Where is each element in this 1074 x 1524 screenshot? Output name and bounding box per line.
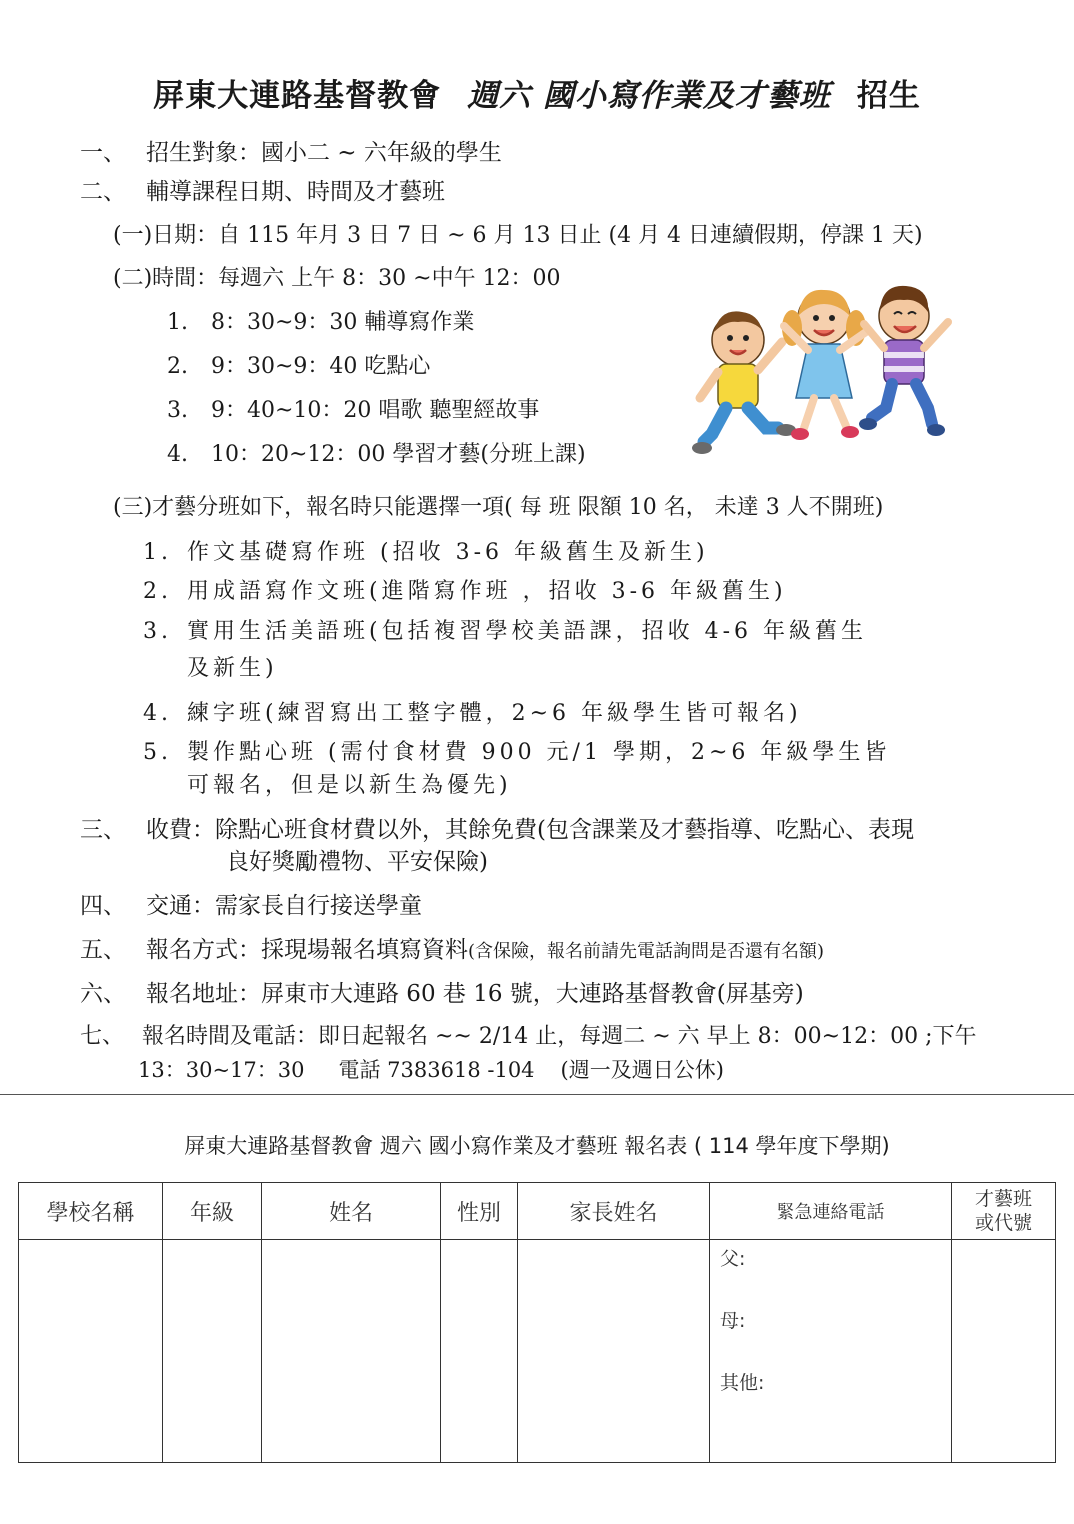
section-3-text: 收費：除點心班食材費以外，其餘免費(包含課業及才藝指導、吃點心、表現 <box>146 817 914 843</box>
children-illustration <box>686 258 968 474</box>
header-name: 姓名 <box>262 1183 441 1240</box>
gender-cell[interactable] <box>441 1240 518 1463</box>
section-5 <box>80 935 824 967</box>
section-5-number: 五、 <box>80 937 126 963</box>
class-item-text: 作文基礎寫作班 (招收 3-6 年級舊生及新生) <box>187 540 709 565</box>
section-2-number: 二、 <box>80 179 126 205</box>
table-header-row <box>19 1183 1056 1240</box>
section-7-continuation <box>138 1055 724 1085</box>
section-3 <box>80 815 914 845</box>
section-2-text: 輔導課程日期、時間及才藝班 <box>146 179 445 205</box>
schedule-item-text: 10：20~12：00 學習才藝(分班上課) <box>211 442 586 467</box>
emergency-phone-cell[interactable] <box>710 1240 952 1463</box>
section-6-number: 六、 <box>80 981 126 1007</box>
parent-name-cell[interactable] <box>518 1240 710 1463</box>
classes-intro: (三)才藝分班如下，報名時只能選擇一項( 每 班 限額 10 名， 未達 3 人不開班) <box>113 495 884 520</box>
class-item-continuation: 及新生) <box>187 656 278 681</box>
name-cell[interactable] <box>262 1240 441 1463</box>
section-7-phone: 電話 7383618 -104 <box>338 1058 535 1082</box>
schedule-item-text: 9：40~10：20 唱歌 聽聖經故事 <box>211 398 540 423</box>
section-4 <box>80 891 422 921</box>
header-parent-name: 家長姓名 <box>518 1183 710 1240</box>
child-striped-shirt <box>859 286 948 436</box>
class-item-number: 4. <box>143 701 172 726</box>
class-item <box>143 617 867 647</box>
schedule-item <box>167 440 586 470</box>
course-date: (一)日期：自 115 年月 3 日 7 日 ~ 6 月 13 日止 (4 月 4 日連續假期，停課 1 天) <box>113 223 923 248</box>
table-row <box>19 1240 1056 1463</box>
form-divider <box>0 1094 1074 1095</box>
section-1 <box>80 138 502 168</box>
class-item-text: 實用生活美語班(包括複習學校美語課，招收 4-6 年級舊生 <box>187 619 867 644</box>
child-yellow-shirt <box>692 311 796 454</box>
contact-other-label: 其他: <box>720 1372 765 1394</box>
section-4-text: 交通：需家長自行接送學童 <box>146 893 422 919</box>
schedule-item <box>167 396 539 426</box>
schedule-item <box>167 308 474 338</box>
section-6-text: 報名地址：屏東市大連路 60 巷 16 號，大連路基督教會(屏基旁) <box>146 981 804 1007</box>
title-action: 招生 <box>856 78 921 114</box>
form-title: 屏東大連路基督教會 週六 國小寫作業及才藝班 報名表 ( 114 學年度下學期) <box>184 1134 890 1158</box>
section-7 <box>80 1022 976 1052</box>
schedule-item-number: 3. <box>167 398 188 423</box>
class-item-number: 2. <box>143 579 172 604</box>
section-3-number: 三、 <box>80 817 126 843</box>
schedule-item-number: 2. <box>167 354 188 379</box>
title-church: 屏東大連路基督教會 <box>153 78 442 114</box>
schedule-item-number: 1. <box>167 310 188 335</box>
child-blue-dress <box>782 290 866 440</box>
schedule-item-text: 8：30~9：30 輔導寫作業 <box>211 310 475 335</box>
class-item <box>143 577 787 607</box>
section-5-text: 報名方式：採現場報名填寫資料 <box>146 937 468 963</box>
section-7-text: 報名時間及電話：即日起報名 ~~ 2/14 止，每週二 ~ 六 早上 8：00~12：00 ;下午 <box>142 1024 977 1049</box>
page-title <box>0 70 1074 115</box>
class-item-number: 1. <box>143 540 172 565</box>
class-item-text: 製作點心班 (需付食材費 900 元/1 學期，2~6 年級學生皆 <box>187 740 891 765</box>
course-time: (二)時間：每週六 上午 8：30 ~中午 12：00 <box>113 266 561 291</box>
section-7-closed-note: (週一及週日公休) <box>560 1058 724 1082</box>
talent-class-cell[interactable] <box>952 1240 1056 1463</box>
contact-father-label: 父: <box>720 1248 746 1270</box>
header-talent-class-line2: 或代號 <box>974 1212 1032 1234</box>
contact-mother-label: 母: <box>720 1310 746 1332</box>
header-gender: 性別 <box>441 1183 518 1240</box>
section-2 <box>80 177 445 207</box>
section-7-number: 七、 <box>80 1024 125 1049</box>
title-class-name: 週六 國小寫作業及才藝班 <box>467 78 831 114</box>
class-item-text: 練字班(練習寫出工整字體，2~6 年級學生皆可報名) <box>187 701 802 726</box>
class-item <box>143 699 802 729</box>
header-school-name: 學校名稱 <box>19 1183 163 1240</box>
header-grade: 年級 <box>163 1183 262 1240</box>
schedule-item <box>167 352 430 382</box>
schedule-item-number: 4. <box>167 442 188 467</box>
section-6 <box>80 979 804 1009</box>
header-talent-class-line1: 才藝班 <box>974 1188 1032 1210</box>
section-1-text: 招生對象：國小二 ~ 六年級的學生 <box>146 140 502 166</box>
section-5-note: (含保險，報名前請先電話詢問是否還有名額) <box>468 941 825 962</box>
header-emergency-phone: 緊急連絡電話 <box>710 1183 952 1240</box>
header-talent-class <box>952 1183 1056 1240</box>
school-name-cell[interactable] <box>19 1240 163 1463</box>
class-item-continuation: 可報名，但是以新生為優先) <box>187 773 512 798</box>
registration-table <box>18 1182 1056 1463</box>
section-3-continuation: 良好獎勵禮物、平安保險) <box>226 849 488 875</box>
class-item-number: 5. <box>143 740 172 765</box>
section-1-number: 一、 <box>80 140 126 166</box>
schedule-item-text: 9：30~9：40 吃點心 <box>211 354 431 379</box>
section-7-hours: 13：30~17：30 <box>138 1058 305 1082</box>
class-item <box>143 738 890 768</box>
class-item-text: 用成語寫作文班(進階寫作班 ，招收 3-6 年級舊生) <box>187 579 787 604</box>
grade-cell[interactable] <box>163 1240 262 1463</box>
section-4-number: 四、 <box>80 893 126 919</box>
class-item-number: 3. <box>143 619 172 644</box>
class-item <box>143 538 709 568</box>
